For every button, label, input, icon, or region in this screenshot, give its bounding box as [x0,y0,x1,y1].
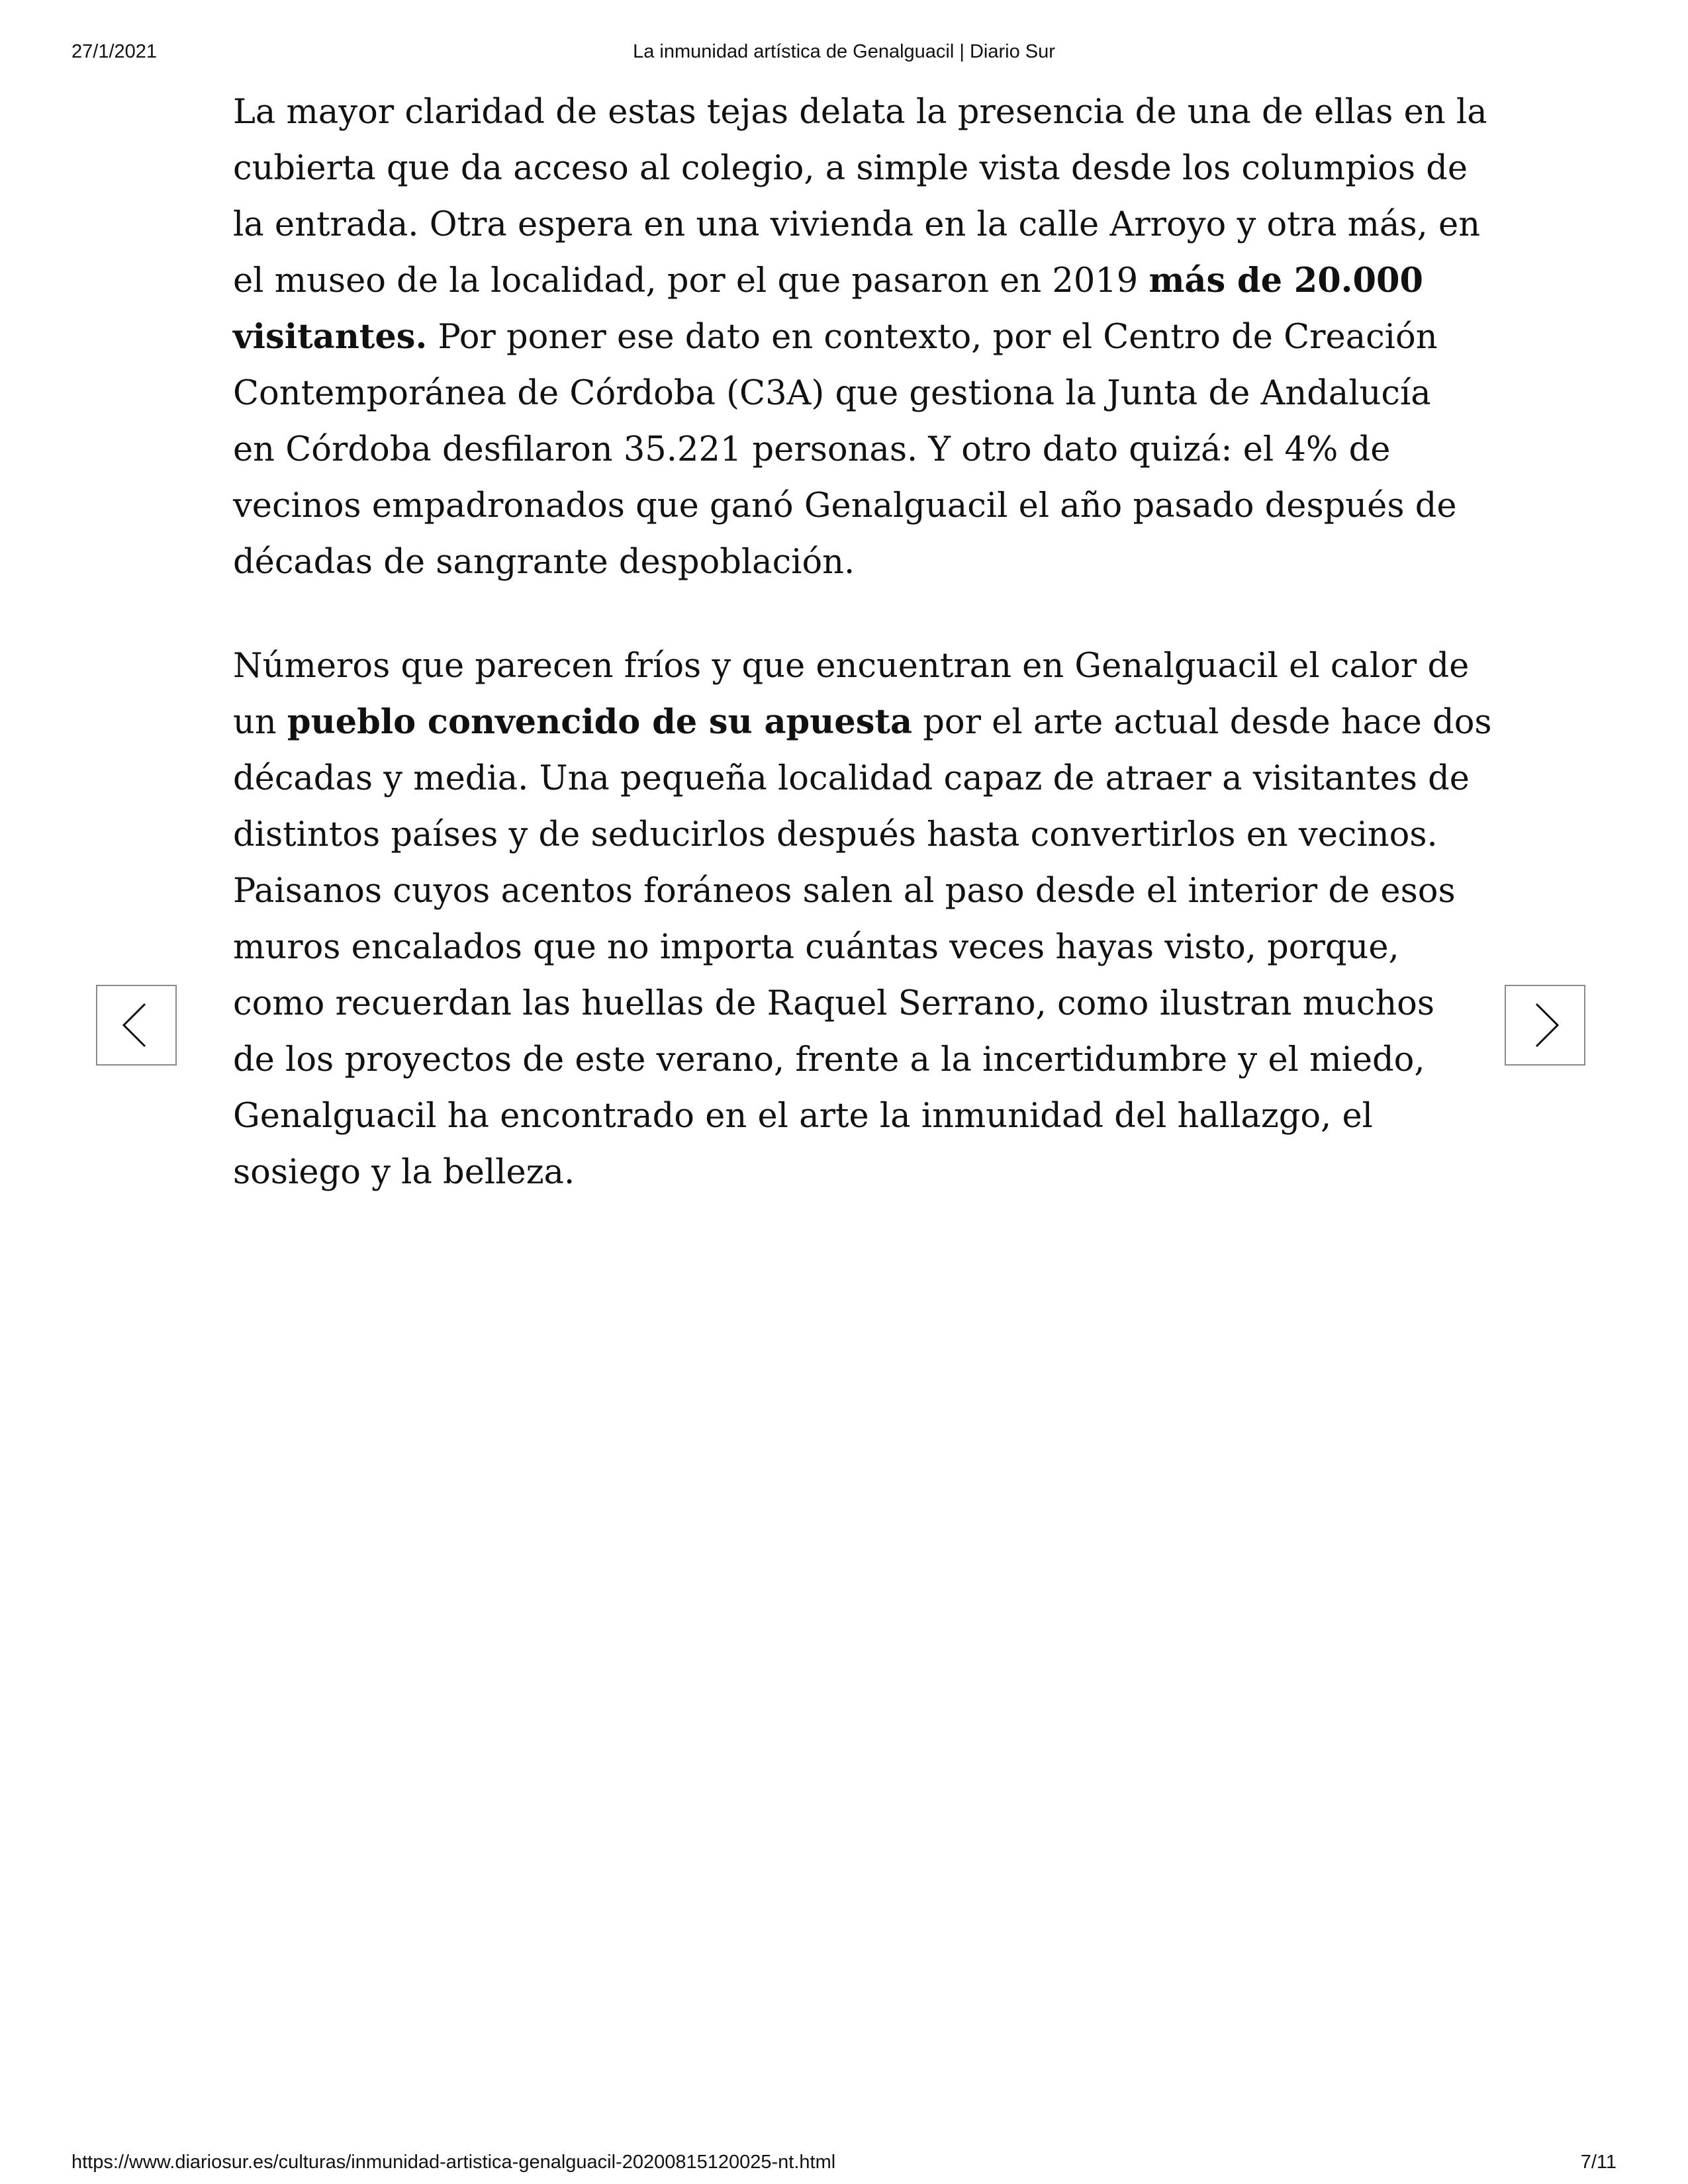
chevron-right-icon [1506,986,1584,1064]
next-button[interactable] [1505,985,1585,1066]
previous-button[interactable] [96,985,177,1066]
text-line: Contemporánea de Córdoba (C3A) que gestiona la Junta de Andalucía [233,374,1431,413]
text-line: cubierta que da acceso al colegio, a simple vista desde los columpios de [233,149,1468,188]
print-page-title: La inmunidad artística de Genalguacil | Diario Sur [633,41,1055,62]
print-date: 27/1/2021 [71,41,158,62]
text-line: de los proyectos de este verano, frente a la incertidumbre y el miedo, [233,1040,1425,1079]
text-line: Genalguacil ha encontrado en el arte la inmunidad del hallazgo, el [233,1097,1373,1136]
text-line: distintos países y de seducirlos después hasta convertirlos en vecinos. [233,815,1438,854]
article-body [233,84,1492,1201]
text-line: la entrada. Otra espera en una vivienda en la calle Arroyo y otra más, en [233,205,1481,244]
text-line: muros encalados que no importa cuántas veces hayas visto, porque, [233,928,1399,967]
text-line: como recuerdan las huellas de Raquel Serrano, como ilustran muchos [233,984,1435,1023]
text-line: el museo de la localidad, por el que pasaron en 2019 más de 20.000 [233,261,1423,300]
bold-highlight: más de 20.000 [1149,261,1423,300]
article-paragraph-1 [233,84,1487,590]
text-line: sosiego y la belleza. [233,1153,575,1192]
text-line: visitantes. Por poner ese dato en contexto, por el Centro de Creación [233,317,1438,357]
chevron-left-icon [97,986,175,1064]
article-paragraph-2 [233,638,1492,1201]
print-url: https://www.diariosur.es/culturas/inmunidad-artistica-genalguacil-20200815120025-nt.html [71,2152,836,2173]
text-line: décadas y media. Una pequeña localidad capaz de atraer a visitantes de [233,759,1470,798]
text-line: décadas de sangrante despoblación. [233,543,855,582]
print-page-number: 7/11 [1580,2152,1617,2173]
text-line: Números que parecen fríos y que encuentran en Genalguacil el calor de [233,647,1470,686]
text-line: vecinos empadronados que ganó Genalguacil el año pasado después de [233,486,1457,525]
text-line: un pueblo convencido de su apuesta por el arte actual desde hace dos [233,702,1492,742]
bold-highlight: visitantes. [233,317,428,357]
text-line: en Córdoba desfilaron 35.221 personas. Y otro dato quizá: el 4% de [233,430,1391,469]
text-line: Paisanos cuyos acentos foráneos salen al paso desde el interior de esos [233,872,1456,911]
bold-highlight: pueblo convencido de su apuesta [287,702,913,742]
text-line: La mayor claridad de estas tejas delata la presencia de una de ellas en la [233,93,1487,132]
